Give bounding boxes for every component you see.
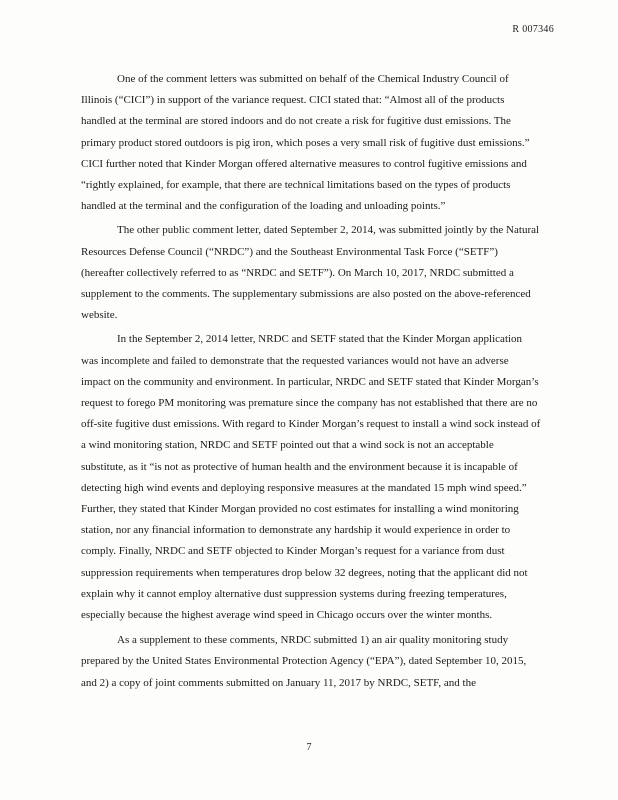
page-number: 7 [306,742,312,753]
paragraph-nrdc-setf-letter: The other public comment letter, dated September 2, 2014, was submitted jointly by the Natural Resources Defense Council (“NRDC”) and the Southeast Environmental Task Force (“SETF”) (hereafter collectively referred to as “NRDC and SETF”). On March 10, 2017, NRDC submitted a supplement to the comments. The supplementary submissions are also posted on the above-referenced website. [81,224,540,322]
document-body [81,69,541,697]
bates-number: R 007346 [512,24,554,35]
paragraph-nrdc-supplement: As a supplement to these comments, NRDC submitted 1) an air quality monitoring study prepared by the United States Environmental Protection Agency (“EPA”), dated September 10, 2015, and 2) a copy of joint comments submitted on January 11, 2017 by NRDC, SETF, and the [81,634,527,689]
paragraph-nrdc-setf-objections: In the September 2, 2014 letter, NRDC and SETF stated that the Kinder Morgan application was incomplete and failed to demonstrate that the requested variances would not have an adverse impact on the community and environment. In particular, NRDC and SETF stated that Kinder Morgan’s request to forego PM monitoring was premature since the company has not established that there are no off-site fugitive dust emissions. With regard to Kinder Morgan’s request to install a wind sock instead of a wind monitoring station, NRDC and SETF pointed out that a wind sock is not an acceptable substitute, as it “is not as protective of human health and the environment because it is incapable of detecting high wind events and deploying responsive measures at the mandated 15 mph wind speed.” Further, they stated that Kinder Morgan provided no cost estimates for installing a wind monitoring station, nor any financial information to demonstrate any hardship it would experience in order to comply. Finally, NRDC and SETF objected to Kinder Morgan’s request for a variance from dust suppression requirements when temperatures drop below 32 degrees, noting that the applicant did not explain why it cannot employ alternative dust suppression systems during freezing temperatures, especially because the highest average wind speed in Chicago occurs over the winter months. [81,333,541,622]
paragraph-cici-comment: One of the comment letters was submitted on behalf of the Chemical Industry Council of Illinois (“CICI”) in support of the variance request. CICI stated that: “Almost all of the products handled at the terminal are stored indoors and do not create a risk for fugitive dust emissions. The primary product stored outdoors is pig iron, which poses a very small risk of fugitive dust emissions.” CICI further noted that Kinder Morgan offered alternative measures to control fugitive emissions and “rightly explained, for example, that there are technical limitations based on the types of products handled at the terminal and the configuration of the loading and unloading points.” [81,73,530,213]
